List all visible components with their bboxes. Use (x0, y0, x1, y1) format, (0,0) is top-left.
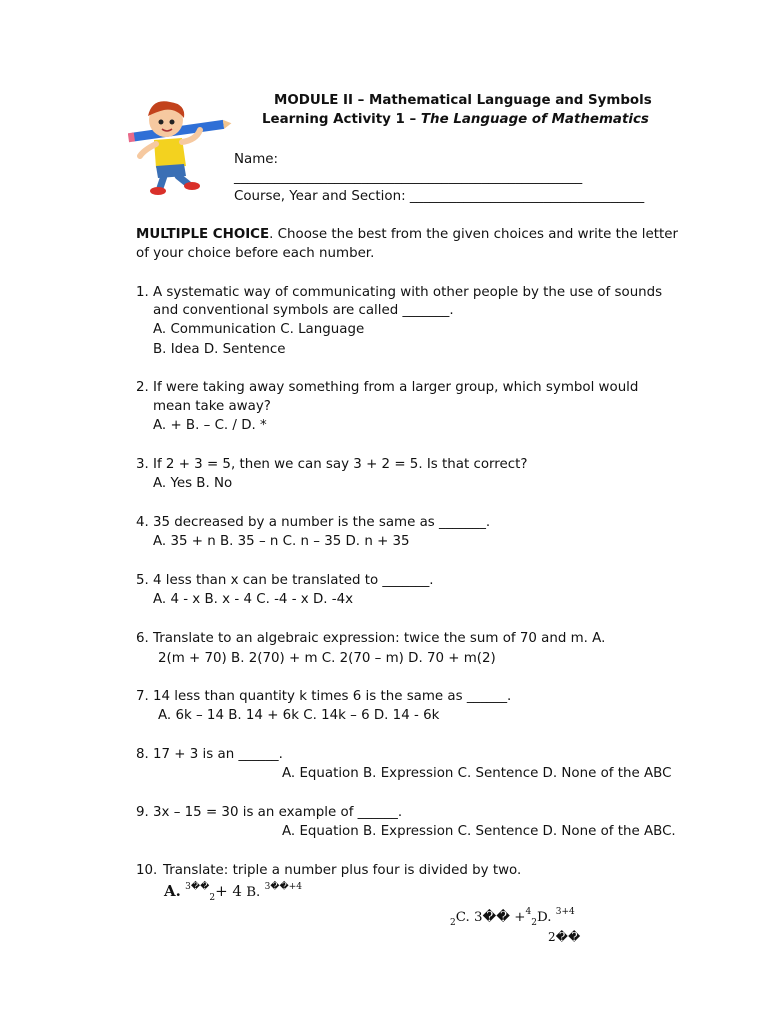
instructions-line1 (136, 227, 678, 242)
question-choices: A. + B. – C. / D. * (153, 418, 267, 433)
question-number: 9. (136, 805, 149, 820)
question-choices: A. Communication C. Language (153, 322, 365, 337)
activity-title-italic: The Language of Mathematics (420, 112, 649, 127)
question-number: 6. (136, 631, 149, 646)
q10-choice-c-d (450, 907, 575, 928)
question-number: 2. (136, 380, 149, 395)
question-text: Translate to an algebraic expression: twice the sum of 70 and m. A. (153, 631, 606, 646)
question-choices: A. Yes B. No (153, 476, 233, 491)
activity-title (262, 112, 649, 127)
question-text: 3x – 15 = 30 is an example of ______. (153, 805, 403, 820)
question-choices: A. Equation B. Expression C. Sentence D. None of the ABC. (282, 824, 676, 839)
q10-choice-a-label: A. (164, 882, 181, 900)
instructions-heading: MULTIPLE CHOICE (136, 227, 270, 242)
name-label: Name: (234, 152, 279, 167)
question-text: 14 less than quantity k times 6 is the same as ______. (153, 689, 512, 704)
question-text: 17 + 3 is an ______. (153, 747, 283, 762)
q10-choice-c-sup: 4 (525, 907, 532, 917)
question-text: If 2 + 3 = 5, then we can say 3 + 2 = 5. Is that correct? (153, 457, 528, 472)
question-choices: 2(m + 70) B. 2(70) + m C. 2(70 – m) D. 70 + m(2) (158, 651, 496, 666)
q10-choice-c-label: C. 3�� + (455, 910, 526, 925)
question-choices: A. 35 + n B. 35 – n C. n – 35 D. n + 35 (153, 534, 410, 549)
q10-choice-d-label: D. (536, 910, 552, 925)
name-blank-line: ____________________________________________________ (234, 170, 583, 185)
q10-choice-d-denominator: 2�� (548, 930, 581, 944)
instructions-line2: of your choice before each number. (136, 246, 375, 261)
student-cartoon-illustration (128, 96, 232, 196)
question-text: 35 decreased by a number is the same as _______. (153, 515, 491, 530)
question-text: mean take away? (153, 399, 271, 414)
question-text: Translate: triple a number plus four is divided by two. (163, 863, 522, 878)
activity-title-prefix: Learning Activity 1 – (262, 112, 421, 127)
question-text: If were taking away something from a larger group, which symbol would (153, 380, 639, 395)
question-text: A systematic way of communicating with other people by the use of sounds (153, 285, 663, 300)
module-title: MODULE II – Mathematical Language and Symbols (274, 93, 652, 108)
q10-choice-a-b (164, 882, 303, 903)
question-number: 10. (136, 863, 158, 878)
question-number: 8. (136, 747, 149, 762)
question-choices: A. Equation B. Expression C. Sentence D. None of the ABC (282, 766, 672, 781)
question-number: 1. (136, 285, 149, 300)
q10-choice-c-sub: 2 (450, 918, 456, 928)
question-number: 5. (136, 573, 149, 588)
question-number: 3. (136, 457, 149, 472)
question-choices: A. 6k – 14 B. 14 + 6k C. 14k – 6 D. 14 - 6k (158, 708, 440, 723)
question-choices: B. Idea D. Sentence (153, 342, 286, 357)
instructions-text: . Choose the best from the given choices and write the letter (269, 227, 679, 242)
q10-choice-d-numerator: 3+4 (555, 907, 575, 917)
question-text: 4 less than x can be translated to _______. (153, 573, 434, 588)
q10-choice-b-expression: 3��+4 (264, 882, 303, 892)
question-number: 7. (136, 689, 149, 704)
question-text: and conventional symbols are called _______. (153, 303, 454, 318)
q10-choice-a-denominator: 2 (209, 893, 216, 903)
question-number: 4. (136, 515, 149, 530)
course-year-section-field: Course, Year and Section: ___________________________________ (234, 189, 645, 204)
q10-choice-a-numerator: 3�� (185, 882, 210, 892)
q10-choice-a-rest: + 4 (215, 882, 242, 900)
q10-choice-b-label: B. (241, 885, 261, 900)
question-choices: A. 4 - x B. x - 4 C. -4 - x D. -4x (153, 592, 354, 607)
q10-choice-c-sub2: 2 (531, 918, 537, 928)
